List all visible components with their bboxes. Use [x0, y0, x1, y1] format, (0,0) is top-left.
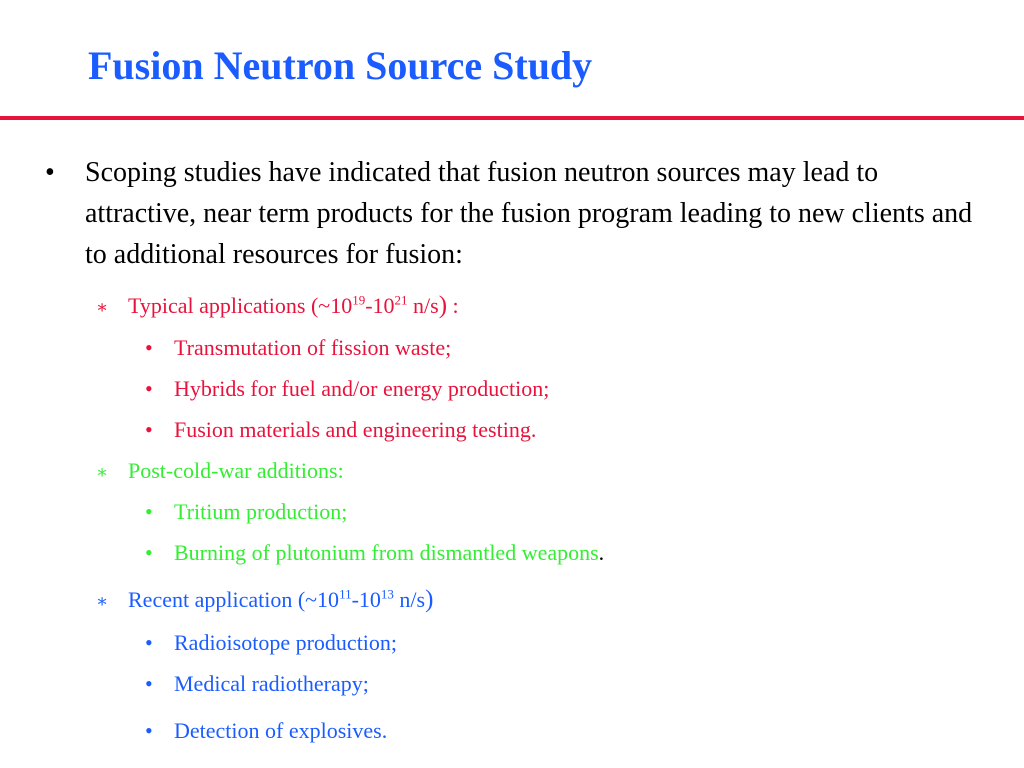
- asterisk-bullet-icon: ∗: [96, 462, 109, 482]
- section-typical-applications: [96, 291, 459, 322]
- list-item: [145, 415, 536, 445]
- list-item: [145, 497, 347, 527]
- list-item: [145, 628, 397, 658]
- section-label: Recent application (~10: [128, 587, 340, 612]
- title-divider: [0, 116, 1024, 120]
- bullet-icon: •: [145, 540, 153, 565]
- close-paren: ): [425, 586, 434, 613]
- list-item-text: Burning of plutonium from dismantled weapons: [174, 540, 599, 565]
- section-recent-application: [96, 585, 433, 616]
- list-item-text: Hybrids for fuel and/or energy production;: [174, 376, 550, 401]
- list-item: [145, 374, 549, 404]
- exponent-high: 21: [394, 292, 408, 308]
- section-post-cold-war: [96, 456, 344, 487]
- exponent-low: 11: [339, 586, 352, 602]
- bullet-icon: •: [145, 376, 153, 401]
- bullet-icon: •: [145, 499, 153, 524]
- range-separator: -10: [365, 293, 395, 318]
- close-paren: ): [438, 292, 448, 319]
- list-item: [145, 333, 451, 363]
- main-bullet-symbol: •: [45, 157, 55, 188]
- asterisk-bullet-icon: ∗: [96, 591, 109, 611]
- list-item-text: Transmutation of fission waste;: [174, 335, 452, 360]
- bullet-icon: •: [145, 718, 153, 743]
- bullet-icon: •: [145, 335, 153, 360]
- list-item-text: Detection of explosives.: [174, 718, 388, 743]
- list-item-text: Medical radiotherapy;: [174, 671, 369, 696]
- asterisk-bullet-icon: ∗: [96, 297, 109, 317]
- main-bullet: [45, 152, 985, 275]
- list-item-text: Radioisotope production;: [174, 630, 398, 655]
- list-item: [145, 716, 387, 746]
- unit-label: n/s: [393, 587, 426, 612]
- section-label: Typical applications (~10: [128, 293, 353, 318]
- bullet-icon: •: [145, 671, 153, 696]
- list-item: [145, 669, 369, 699]
- exponent-high: 13: [380, 586, 394, 602]
- section-suffix: :: [447, 293, 459, 318]
- exponent-low: 19: [352, 292, 366, 308]
- page-title: Fusion Neutron Source Study: [88, 43, 593, 88]
- list-item-period: .: [598, 540, 605, 565]
- bullet-icon: •: [145, 417, 153, 442]
- main-bullet-text: Scoping studies have indicated that fusion neutron sources may lead to attractive, near term products for the fusion program leading to new clients and to additional resources for fusion:: [85, 157, 973, 270]
- unit-label: n/s: [407, 293, 439, 318]
- list-item: [145, 538, 604, 568]
- bullet-icon: •: [145, 630, 153, 655]
- range-separator: -10: [351, 587, 381, 612]
- list-item-text: Fusion materials and engineering testing.: [174, 417, 537, 442]
- section-label: Post-cold-war additions:: [128, 458, 344, 483]
- list-item-text: Tritium production;: [174, 499, 348, 524]
